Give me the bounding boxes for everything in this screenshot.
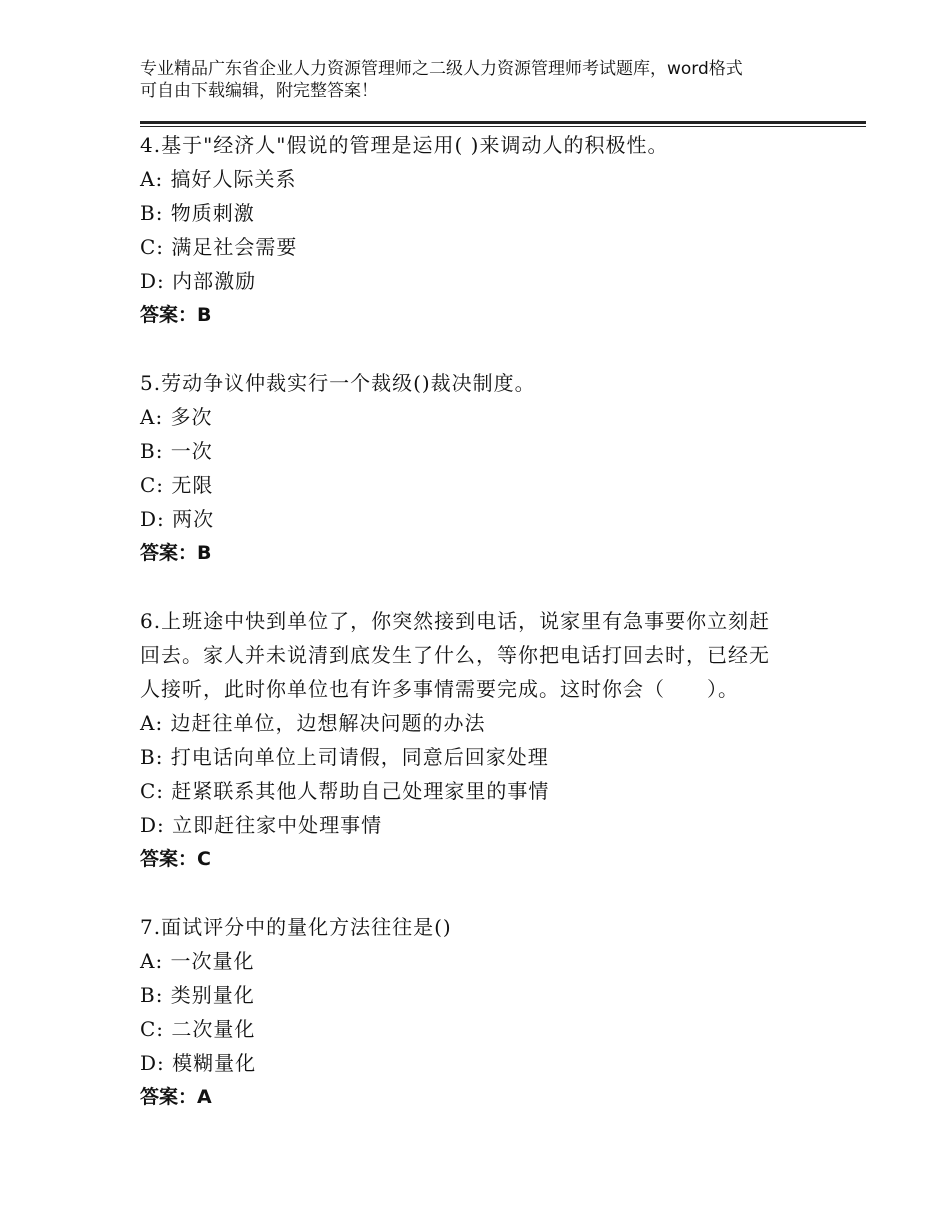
option-a: A: 边赶往单位，边想解决问题的办法 xyxy=(140,711,486,735)
question-stem-line-1: 6.上班途中快到单位了，你突然接到电话，说家里有急事要你立刻赶 xyxy=(140,609,771,633)
question-4 xyxy=(140,128,840,332)
option-a: A: 搞好人际关系 xyxy=(140,167,297,191)
question-stem-line-3: 人接听，此时你单位也有许多事情需要完成。这时你会（ ）。 xyxy=(140,677,739,701)
option-c: C: 无限 xyxy=(140,473,214,497)
option-c: C: 赶紧联系其他人帮助自己处理家里的事情 xyxy=(140,779,550,803)
header-rule-thin xyxy=(140,126,866,127)
option-d: D: 模糊量化 xyxy=(140,1051,257,1075)
header-line-2: 可自由下载编辑，附完整答案！ xyxy=(140,81,378,101)
header-rule-thick xyxy=(140,121,866,124)
answer-label: 答案：A xyxy=(140,1086,212,1108)
option-c: C: 二次量化 xyxy=(140,1017,256,1041)
option-d: D: 两次 xyxy=(140,507,215,531)
option-d: D: 立即赶往家中处理事情 xyxy=(140,813,383,837)
question-stem: 7.面试评分中的量化方法往往是() xyxy=(140,915,452,939)
answer-label: 答案：B xyxy=(140,542,212,564)
question-stem-line-2: 回去。家人并未说清到底发生了什么，等你把电话打回去时，已经无 xyxy=(140,643,770,667)
option-d: D: 内部激励 xyxy=(140,269,257,293)
option-b: B: 一次 xyxy=(140,439,213,463)
option-b: B: 打电话向单位上司请假，同意后回家处理 xyxy=(140,745,549,769)
question-6 xyxy=(140,604,840,876)
option-a: A: 多次 xyxy=(140,405,213,429)
question-stem: 4.基于"经济人"假说的管理是运用( )来调动人的积极性。 xyxy=(140,133,669,157)
question-7 xyxy=(140,910,840,1114)
question-list xyxy=(140,128,840,1148)
document-header xyxy=(140,58,820,102)
question-5 xyxy=(140,366,840,570)
option-a: A: 一次量化 xyxy=(140,949,255,973)
option-b: B: 类别量化 xyxy=(140,983,255,1007)
header-line-1: 专业精品广东省企业人力资源管理师之二级人力资源管理师考试题库，word格式 xyxy=(140,59,743,79)
option-b: B: 物质刺激 xyxy=(140,201,255,225)
option-c: C: 满足社会需要 xyxy=(140,235,298,259)
answer-label: 答案：B xyxy=(140,304,212,326)
answer-label: 答案：C xyxy=(140,848,211,870)
question-stem: 5.劳动争议仲裁实行一个裁级()裁决制度。 xyxy=(140,371,536,395)
